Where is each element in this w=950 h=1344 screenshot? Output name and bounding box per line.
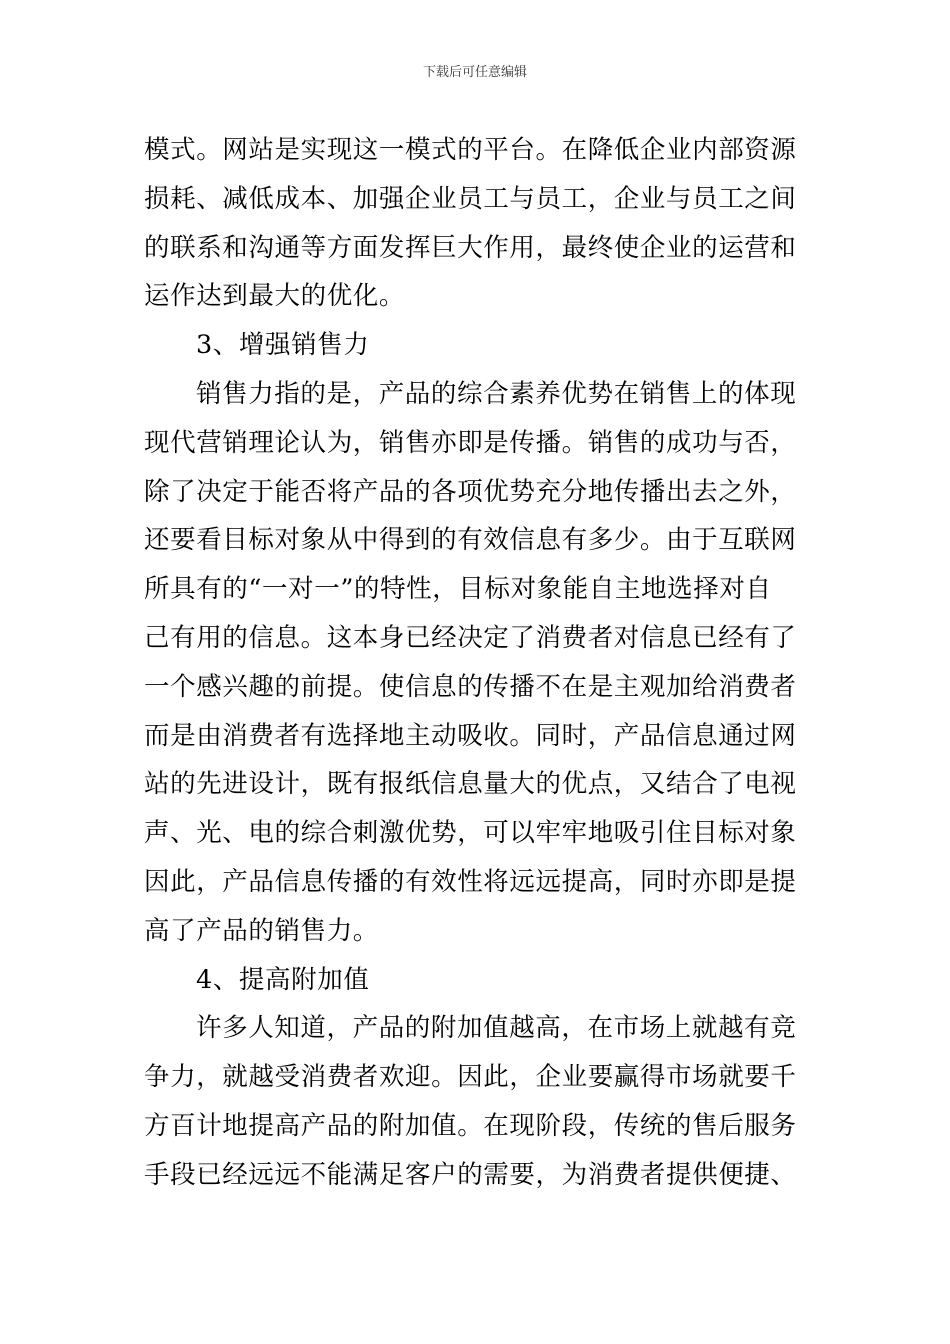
text-line: 站的先进设计，既有报纸信息量大的优点，又结合了电视 (144, 769, 797, 800)
text-line: 现代营销理论认为，销售亦即是传播。销售的成功与否， (144, 427, 797, 458)
text-line: 除了决定于能否将产品的各项优势充分地传播出去之外， (144, 476, 797, 507)
text-line: 手段已经远远不能满足客户的需要，为消费者提供便捷、 (144, 1159, 797, 1190)
text-line: 因此，产品信息传播的有效性将远远提高，同时亦即是提 (144, 866, 797, 897)
text-line: 许多人知道，产品的附加值越高，在市场上就越有竞 (196, 1013, 797, 1044)
text-line: 己有用的信息。这本身已经决定了消费者对信息已经有了 (144, 622, 797, 653)
text-line: 还要看目标对象从中得到的有效信息有多少。由于互联网 (144, 525, 797, 556)
text-line: 一个感兴趣的前提。使信息的传播不在是主观加给消费者 (144, 671, 797, 702)
text-line: 运作达到最大的优化。 (144, 281, 406, 312)
text-line: 销售力指的是，产品的综合素养优势在销售上的体现 (196, 378, 797, 409)
text-line: 损耗、减低成本、加强企业员工与员工，企业与员工之间 (144, 183, 797, 214)
text-line: 争力，就越受消费者欢迎。因此，企业要赢得市场就要千 (144, 1062, 797, 1093)
text-line: 的联系和沟通等方面发挥巨大作用，最终使企业的运营和 (144, 232, 797, 263)
text-line: 声、光、电的综合刺激优势，可以牢牢地吸引住目标对象 (144, 818, 797, 849)
text-line: 4、提高附加值 (196, 964, 370, 995)
text-line: 所具有的“一对一”的特性，目标对象能自主地选择对自 (144, 574, 772, 605)
text-line: 方百计地提高产品的附加值。在现阶段，传统的售后服务 (144, 1110, 797, 1141)
text-line: 模式。网站是实现这一模式的平台。在降低企业内部资源 (144, 135, 797, 165)
text-line: 而是由消费者有选择地主动吸收。同时，产品信息通过网 (144, 720, 797, 751)
page-header: 下载后可任意编辑 (422, 65, 527, 80)
text-line: 高了产品的销售力。 (144, 915, 379, 946)
document-body (144, 126, 809, 1200)
text-line: 3、增强销售力 (196, 330, 370, 361)
